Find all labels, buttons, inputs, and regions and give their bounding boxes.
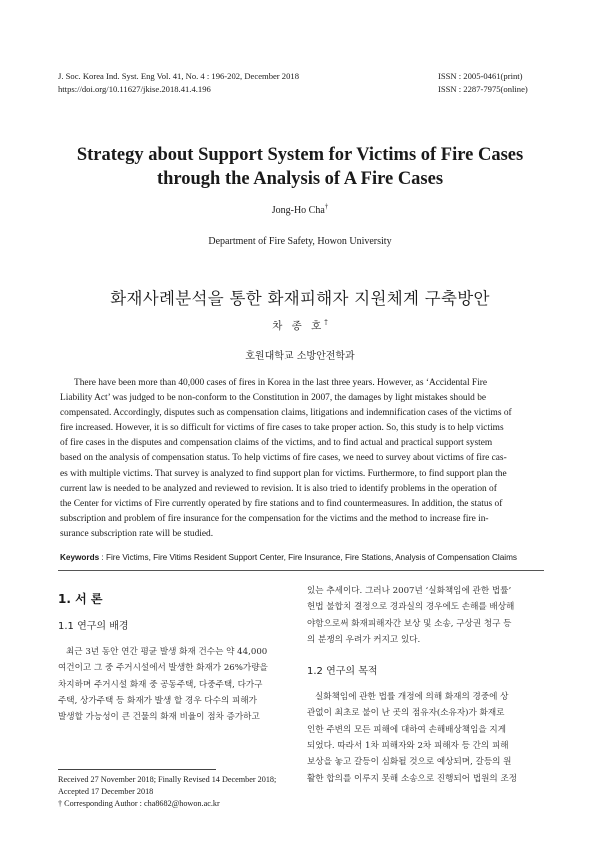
keywords-label: Keywords xyxy=(60,553,100,562)
author-name-en: Jong-Ho Cha xyxy=(271,205,325,216)
abstract-line: current law is needed to be analyzed and reviewed to revision. It is also tried to identify problems in the operation of xyxy=(60,483,497,494)
issn-block xyxy=(438,70,528,96)
paragraph-line: 여건이고 그 중 주거시설에서 발생한 화재가 26%가량을 xyxy=(58,663,268,674)
background-paragraph xyxy=(58,644,298,725)
accepted-date: Accepted 17 December 2018 xyxy=(58,787,154,797)
journal-citation: J. Soc. Korea Ind. Syst. Eng Vol. 41, No. 4 : 196-202, December 2018 xyxy=(58,71,299,81)
paragraph-line: 주택, 상가주택 등 화재가 발생 할 경우 다수의 피해가 xyxy=(58,695,257,706)
left-column xyxy=(58,590,298,725)
subsection-heading-purpose: 1.2 연구의 목적 xyxy=(307,666,378,678)
english-title-line-2: through the Analysis of A Fire Cases xyxy=(156,169,444,189)
abstract-line: based on the analysis of compensation status. To help victims of fire cases, we need to survey about victims of fire cas- xyxy=(60,453,507,464)
paragraph-line: 되었다. 따라서 1차 피해자와 2차 피해자 등 간의 피해 xyxy=(307,741,509,752)
korean-title: 화재사례분석을 통한 화재피해자 지원체계 구축방안 xyxy=(110,289,490,308)
right-column xyxy=(307,583,551,787)
paragraph-line: 최근 3년 동안 연간 평균 발생 화재 건수는 약 44,000 xyxy=(66,647,268,657)
abstract-line: the Center for victims of Fire currently operated by fire stations and to find countermeasures. In addition, the status of xyxy=(60,498,503,509)
section-divider xyxy=(58,570,544,571)
corresponding-author: † Corresponding Author : cha8682@howon.ac.kr xyxy=(58,799,220,809)
abstract-line: fire increased. However, it is so difficult for victims of fire cases to take proper action. So, this study is to help victims xyxy=(60,423,504,434)
paragraph-line: 헌법 불합치 결정으로 경과실의 경우에도 손해를 배상해 xyxy=(307,602,515,613)
abstract xyxy=(60,376,544,542)
journal-header xyxy=(58,70,299,96)
abstract-line: Liability Act’ was judged to be non-conform to the Constitution in 2007, the damages by light mistakes should be xyxy=(60,393,487,404)
english-title-line-1: Strategy about Support System for Victims of Fire Cases xyxy=(76,145,524,165)
english-author xyxy=(0,202,600,216)
paragraph-line: 인한 주변의 모든 피해에 대하여 손해배상책임을 지게 xyxy=(307,724,507,735)
background-paragraph-continued xyxy=(307,583,551,648)
abstract-line: es with multiple victims. That survey is analyzed to find support plan for victims. Furthermore, to find support plan the xyxy=(60,468,507,479)
paragraph-line: 실화책임에 관한 법률 개정에 의해 화재의 경중에 상 xyxy=(315,692,509,703)
subsection-heading-background: 1.1 연구의 배경 xyxy=(58,621,129,632)
issn-online: ISSN : 2287-7975(online) xyxy=(438,84,528,94)
korean-affiliation: 호원대학교 소방안전학과 xyxy=(245,351,355,362)
paragraph-line: 있는 추세이다. 그러나 2007년 ‘실화책임에 관한 법률’ xyxy=(307,586,512,596)
korean-author xyxy=(0,318,600,333)
abstract-line: subscription and problem of fire insurance for the compensation for the victims and the method to increase fire in- xyxy=(60,513,489,524)
author-name-ko: 차 종 호 xyxy=(272,320,325,332)
paragraph-line: 발생할 가능성이 큰 건물의 화재 비율이 점차 증가하고 xyxy=(58,712,260,723)
corresponding-mark-ko: † xyxy=(324,318,328,327)
paragraph-line: 차지하며 주거시설 화재 중 공동주택, 다중주택, 다가구 xyxy=(58,679,263,690)
keywords-text: : Fire Victims, Fire Vitims Resident Support Center, Fire Insurance, Fire Stations, Analysis of Compensation Claims xyxy=(101,553,518,562)
purpose-paragraph xyxy=(307,689,551,787)
english-affiliation: Department of Fire Safety, Howon University xyxy=(208,236,392,247)
paragraph-line: 의 분쟁의 우려가 커지고 있다. xyxy=(307,634,421,645)
footnote-divider xyxy=(58,769,216,770)
paragraph-line: 활한 합의를 이루지 못해 소송으로 진행되어 법원의 조정 xyxy=(307,773,518,784)
doi-link[interactable]: https://doi.org/10.11627/jkise.2018.41.4.196 xyxy=(58,84,211,94)
abstract-line: of fire cases in the disputes and compensation claims of the victims, and to find actual and practical support system xyxy=(60,438,493,449)
issn-print: ISSN : 2005-0461(print) xyxy=(438,71,523,81)
corresponding-mark-en: † xyxy=(324,202,329,211)
paragraph-line: 관없이 최초로 불이 난 곳의 점유자(소유자)가 화재로 xyxy=(307,708,505,719)
received-date: Received 27 November 2018; Finally Revised 14 December 2018; xyxy=(58,775,277,784)
english-title xyxy=(40,143,560,191)
section-heading-introduction: 1. 서 론 xyxy=(58,592,103,606)
abstract-line: surance subscription rate will be studied. xyxy=(60,528,214,539)
paragraph-line: 보상을 놓고 갈등이 심화될 것으로 예상되며, 갈등의 원 xyxy=(307,757,512,768)
keywords xyxy=(60,553,550,562)
paragraph-line: 야함으로써 화재피해자간 보상 및 소송, 구상권 청구 등 xyxy=(307,618,512,629)
footnotes xyxy=(58,774,276,811)
abstract-line: There have been more than 40,000 cases of fires in Korea in the last three years. However, as ‘Accidental Fire xyxy=(74,378,487,388)
abstract-line: compensated. Accordingly, disputes such as compensation claims, litigations and indemnification cases of the victims of xyxy=(60,408,512,419)
